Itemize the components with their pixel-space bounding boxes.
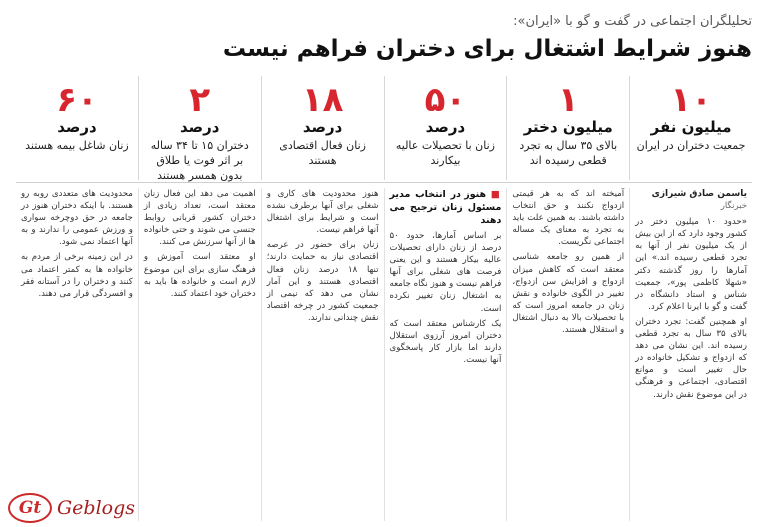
body-paragraph: او همچنین گفت: تجرد دختران بالای ۳۵ سال به تجرد قطعی رسیده اند. این نشان می دهد که ازدواج و تشکیل خانواده در حال تغییر است و موانع اقتصادی، اجتماعی و فرهنگی در این موضوع نقش دارند. [635,316,747,400]
body-paragraph: هنوز محدودیت های کاری و شغلی برای آنها برطرف نشده است و شرایط برای اشتغال آنها فراهم نیست. [266,189,379,236]
watermark-logo-icon: Gt [8,493,52,523]
author-role: خبرنگار [720,201,747,212]
stat-description: جمعیت دختران در ایران [636,139,746,152]
body-paragraph: اهمیت می دهد این فعال زنان معتقد است، تعداد زیادی از دختران کشور قربانی روابط جنسی می شوند و حتی خانواده ها از آنها سرزنش می کنند. [143,189,256,248]
article-headline: هنوز شرایط اشتغال برای دختران فراهم نیست [222,36,752,62]
stat-description: زنان با تحصیلات عالیه بیکارند [395,139,495,167]
subhead-text: هنوز در انتخاب مدیر مسئول زنان ترجیح می دهند [389,189,502,226]
stat-number: ۱۸ [301,80,344,120]
text-column [506,188,629,521]
stat-unit: درصد [302,118,343,136]
stat-number: ۲ [189,80,211,120]
author-name: یاسمن صادق شیرازی [651,189,747,199]
body-paragraph: آمیخته اند که به هر قیمتی ازدواج نکنند و حق انتخاب داشته باشند. به همین علت باید به تجرد به معنای یک مساله اجتماعی نگریست. [512,189,625,248]
stat-description: دختران ۱۵ تا ۳۴ ساله بر اثر فوت یا طلاق بدون همسر هستند [150,139,249,182]
stat-number: ۶۰ [56,80,98,120]
body-paragraph: «حدود ۱۰ میلیون دختر در کشور وجود دارد که از این بیش از یک میلیون نفر از آنها به تجرد قطعی رسیده اند.» این آمارها را روز گذشته دکتر «شهلا کاظمی پور»، جمعیت شناس و استاد دانشگاه در گفت و گو با ایرنا اعلام کرد. [635,217,747,312]
text-column [384,188,507,521]
watermark-text: Geblogs [57,497,136,519]
stat-box [629,76,752,180]
stat-box [138,76,261,180]
stat-unit: درصد [425,118,466,136]
stat-number: ۵۰ [424,80,467,120]
stat-description: زنان فعال اقتصادی هستند [279,139,366,167]
stat-unit: میلیون نفر [650,118,732,136]
bullet-marker: ■ [486,189,502,200]
body-paragraph: زنان برای حضور در عرصه اقتصادی نیاز به حمایت دارند؛ تنها ۱۸ درصد زنان فعال اقتصادی هستند و این آمار نشان می دهد که نیمی از جمعیت کشور در چرخه اقتصاد نقش چندانی ندارند. [266,240,379,323]
body-paragraph: از همین رو جامعه شناسی معتقد است که کاهش میزان ازدواج و افزایش سن ازدواج، تغییر در الگوی خانواده و نقش زنان در جامعه امروز است که با تحصیلات بالا به دنبال اشتغال و استقلال هستند. [512,252,625,336]
section-divider [16,182,752,183]
article-kicker: تحلیلگران اجتماعی در گفت و گو با «ایران»: [513,14,752,29]
body-paragraph: بر اساس آمارها، حدود ۵۰ درصد از زنان دارای تحصیلات عالیه بیکار هستند و این یعنی فرصت های شغلی برای آنها فراهم نیست و هنوز نگاه جامعه به اشتغال زنان تغییر نکرده است. [389,231,502,314]
body-paragraph: محدودیت های متعددی روبه رو هستند. با اینکه دختران هنوز در جامعه در حق دوچرخه سواری و ورزش عمومی را ندارند و به آنها اعتماد نمی شود. [21,189,133,248]
text-column [16,188,138,521]
body-paragraph: او معتقد است آموزش و فرهنگ سازی برای این موضوع لازم است و خانواده ها باید به دختران خود اعتماد کنند. [143,252,256,299]
text-column [138,188,261,521]
stat-description: بالای ۳۵ سال به تجرد قطعی رسیده اند [519,139,618,167]
stat-box [506,76,629,180]
text-column [261,188,384,521]
text-column [629,188,752,521]
site-watermark [8,493,137,523]
stat-unit: درصد [180,118,220,136]
body-paragraph: در این زمینه برخی از مردم به خانواده ها به کمتر اعتماد می کنند و دختران را در آستانه فقر و افسردگی قرار می دهند. [21,252,133,299]
body-paragraph: یک کارشناس معتقد است که دختران امروز آرزوی استقلال دارند اما بازار کار پاسخگوی آنها نیست. [389,318,502,365]
stat-number: ۱۰ [670,80,712,120]
stat-box [384,76,507,180]
stat-number: ۱ [557,80,579,120]
stat-box [16,76,138,180]
stat-unit: درصد [57,118,97,136]
stat-box [261,76,384,180]
stats-row [16,76,752,180]
article-columns [16,188,752,521]
stat-unit: میلیون دختر [523,118,613,136]
column-subhead [390,188,502,227]
stat-description: زنان شاغل بیمه هستند [25,139,129,152]
